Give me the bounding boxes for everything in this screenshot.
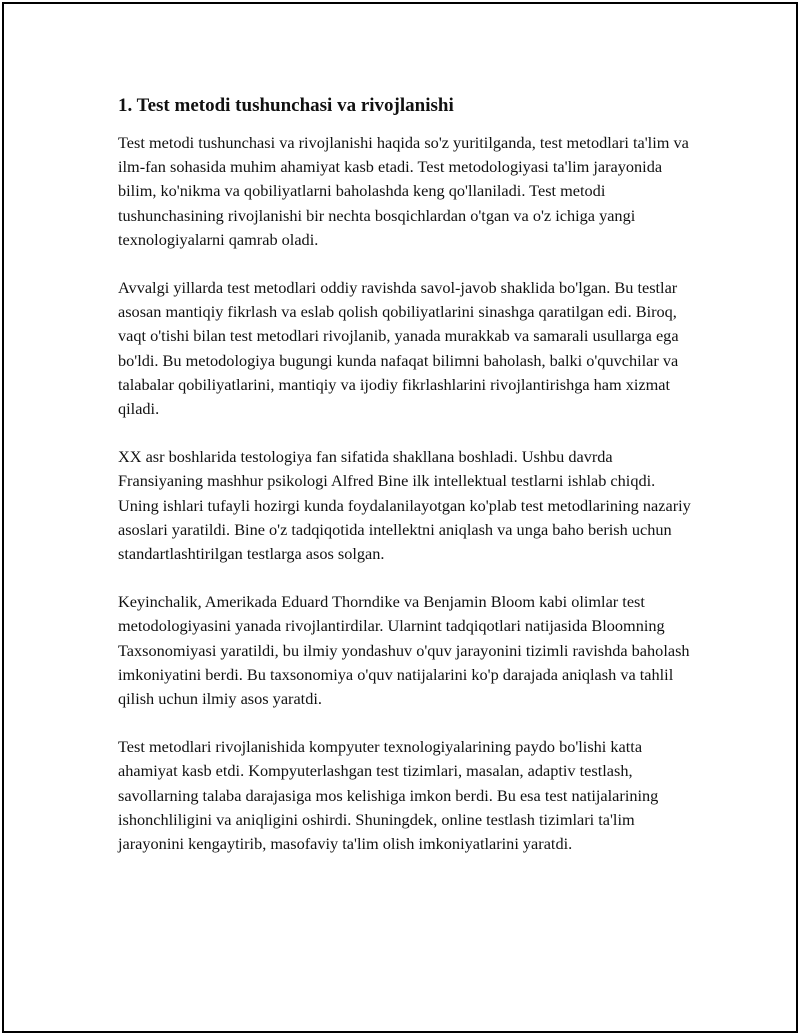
section-heading: 1. Test metodi tushunchasi va rivojlanishi xyxy=(118,95,454,116)
paragraph-5: Test metodlari rivojlanishida kompyuter texnologiyalarining paydo bo'lishi katta ahamiyat kasb etdi. Kompyuterlashgan test tizimlari, masalan, adaptiv testlash, savollarning talaba darajasiga mos kelishiga imkon berdi. Bu esa test natijalarining ishonchliligini va aniqligini oshirdi. Shuningdek, online testlash tizimlari ta'lim jarayonini kengaytirib, masofaviy ta'lim olish imkoniyatlarini yaratdi. xyxy=(118,737,659,854)
document-body xyxy=(118,94,698,856)
paragraph-3: XX asr boshlarida testologiya fan sifatida shakllana boshladi. Ushbu davrda Fransiyaning mashhur psikologi Alfred Bine ilk intellektual testlarni ishlab chiqdi. Uning ishlari tufayli hozirgi kunda foydalanilayotgan ko'plab test metodlarining nazariy asoslari yaratildi. Bine o'z tadqiqotida intellektni aniqlash va unga baho berish uchun standartlashtirilgan testlarga asos solgan. xyxy=(118,447,691,564)
paragraph-4: Keyinchalik, Amerikada Eduard Thorndike va Benjamin Bloom kabi olimlar test metodologiyasini yanada rivojlantirdilar. Ularnint tadqiqotlari natijasida Bloomning Taxsonomiyasi yaratildi, bu ilmiy yondashuv o'quv jarayonini tizimli ravishda baholash imkoniyatini berdi. Bu taxsonomiya o'quv natijalarini ko'p darajada aniqlash va tahlil qilish uchun ilmiy asos yaratdi. xyxy=(118,592,690,709)
paragraph-2: Avvalgi yillarda test metodlari oddiy ravishda savol-javob shaklida bo'lgan. Bu testlar asosan mantiqiy fikrlash va eslab qolish qobiliyatlarini sinashga qaratilgan edi. Biroq, vaqt o'tishi bilan test metodlari rivojlanib, yanada murakkab va samarali usullarga ega bo'ldi. Bu metodologiya bugungi kunda nafaqat bilimni baholash, balki o'quvchilar va talabalar qobiliyatlarini, mantiqiy va ijodiy fikrlashlarini rivojlantirishga ham xizmat qiladi. xyxy=(118,278,679,419)
paragraph-1: Test metodi tushunchasi va rivojlanishi haqida so'z yuritilganda, test metodlari ta'lim va ilm-fan sohasida muhim ahamiyat kasb etadi. Test metodologiyasi ta'lim jarayonida bilim, ko'nikma va qobiliyatlarni baholashda keng qo'llaniladi. Test metodi tushunchasining rivojlanishi bir nechta bosqichlardan o'tgan va o'z ichiga yangi texnologiyalarni qamrab oladi. xyxy=(118,133,689,249)
